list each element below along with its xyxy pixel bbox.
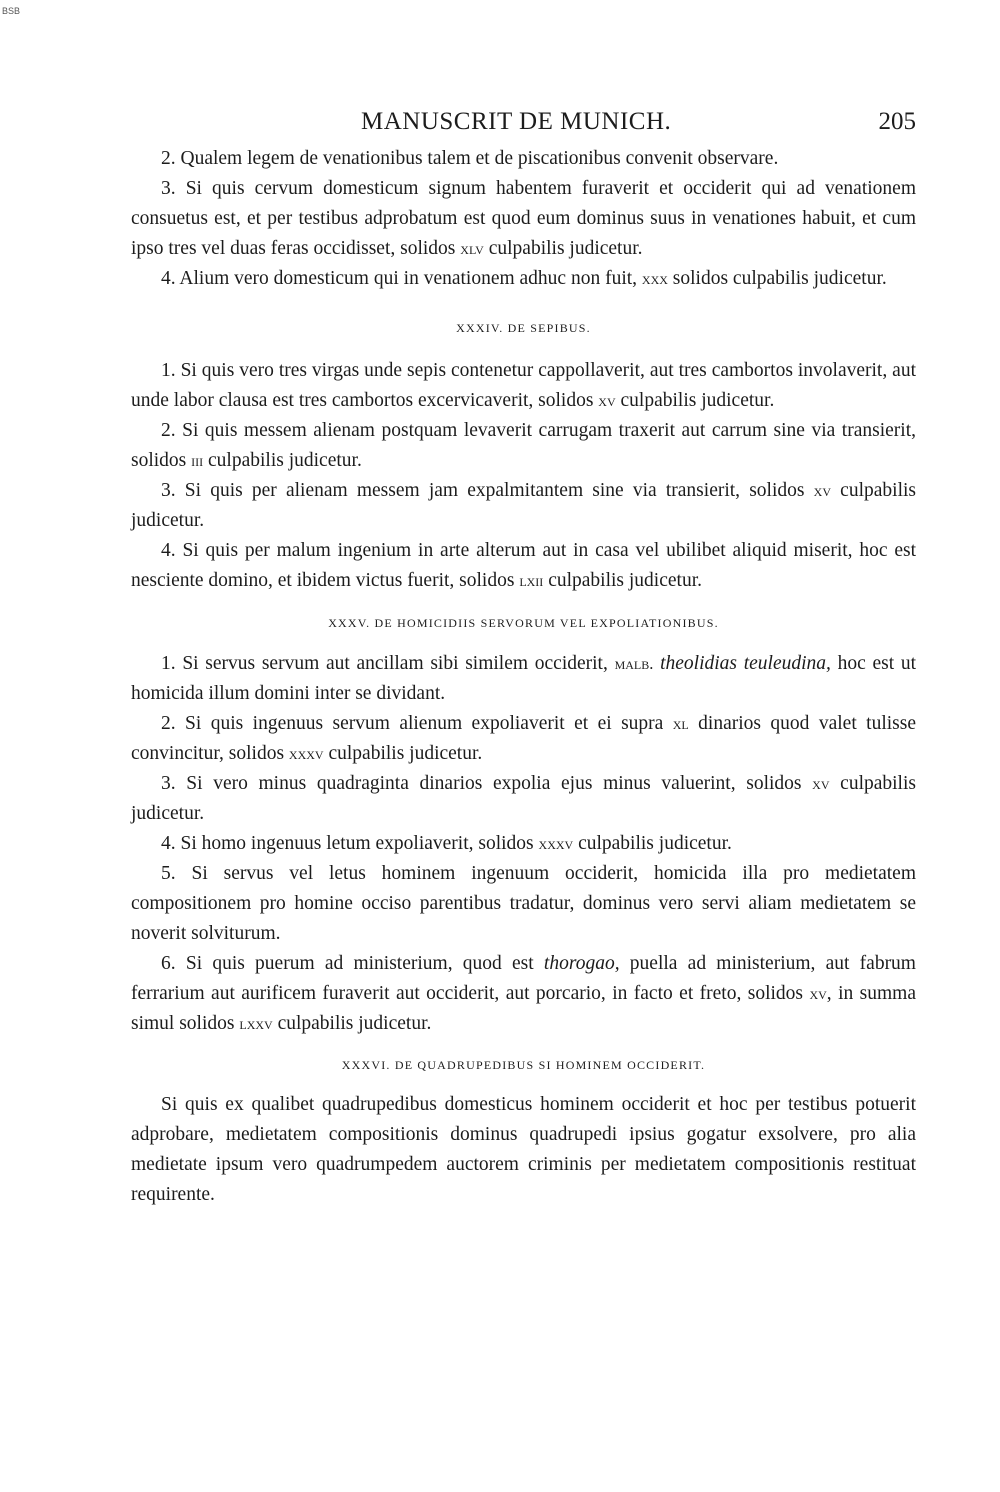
numeral: xxxv (288, 744, 324, 763)
section-heading-34: XXXIV. DE SEPIBUS. (456, 321, 591, 335)
paragraph-35-6 (131, 949, 916, 1039)
library-stamp: BSB (2, 6, 21, 16)
text: 6. Si quis puerum ad ministerium, quod est (161, 953, 544, 974)
section-heading-35: XXXV. DE HOMICIDIIS SERVORUM VEL EXPOLIATIONIBUS. (328, 616, 719, 630)
text: 4. Si quis per malum ingenium in arte alterum aut in casa vel ubilibet aliquid miserit, hoc est nesciente domino, et ibidem victus fuerit, solidos (131, 540, 916, 591)
text: 2. Si quis messem alienam postquam levaverit carrugam traxerit aut carrum sine via transierit, solidos (131, 420, 916, 471)
text: 2. Si quis ingenuus servum alienum expoliaverit et ei supra (161, 713, 673, 734)
numeral: xl (672, 714, 689, 733)
text: culpabilis judicetur. (543, 570, 702, 591)
text: culpabilis judicetur. (323, 743, 483, 764)
numeral: xv (598, 391, 616, 410)
text: solidos culpabilis judicetur. (667, 268, 887, 289)
numeral: lxii (519, 571, 544, 590)
page-number: 205 (878, 108, 916, 135)
text: 4. Si homo ingenuus letum expoliaverit, solidos (161, 833, 539, 854)
page-body (131, 108, 916, 1210)
numeral: xxxv (538, 834, 574, 853)
text: culpabilis judicetur. (573, 833, 732, 854)
numeral: iii (191, 451, 204, 470)
paragraph-34-2 (131, 416, 916, 476)
paragraph-34-3 (131, 476, 916, 536)
running-header (131, 108, 916, 144)
numeral: lxxv (239, 1014, 273, 1033)
text: hoc est ut homicida illum domini inter se dividant. (131, 653, 917, 704)
numeral: xv (813, 481, 831, 500)
text: 3. Si quis per alienam messem jam expalmitantem sine via transierit, solidos (161, 480, 814, 501)
italic-term: thorogao, (543, 953, 620, 974)
numeral: xv (812, 774, 830, 793)
section-heading-36: XXXVI. DE QUADRUPEDIBUS SI HOMINEM OCCIDERIT. (341, 1058, 706, 1072)
text: 3. Si vero minus quadraginta dinarios expolia ejus minus valuerint, solidos (161, 773, 813, 794)
paragraph-35-3 (131, 769, 916, 829)
text: 3. Si quis cervum domesticum signum habentem furaverit et occiderit qui ad venationem consuetus est, et per testibus adprobatum est quod eum dominus suus in venationes habuit, et cum ipso tres vel duas feras occidisset, solidos (131, 178, 916, 259)
text: 1. Si servus servum aut ancillam sibi similem occiderit, (161, 653, 615, 674)
text: , in summa simul solidos (131, 983, 916, 1034)
malberg-gloss: theolidias teuleudina, (660, 653, 831, 674)
paragraph-34-1 (131, 356, 916, 416)
text: culpabilis judicetur. (483, 238, 643, 259)
text: culpabilis judicetur. (272, 1013, 432, 1034)
paragraph-36-1: Si quis ex qualibet quadrupedibus domesticus hominem occiderit et hoc per testibus potuerit adprobare, medietatem compositionis dominus quadrupedi ipsius gogatur exsolvere, pro alia medietate ipsum vero quadrumpedem auctorem criminis per medietatem compositionis restituat requirente. (131, 1094, 916, 1205)
paragraph-34-4 (131, 536, 916, 596)
numeral: xxx (641, 269, 668, 288)
text: dinarios quod valet tulisse convincitur, solidos (131, 713, 916, 764)
paragraph-35-1 (131, 649, 916, 709)
text: culpabilis judicetur. (131, 773, 916, 824)
paragraph-35-2 (131, 709, 916, 769)
text: 4. Alium vero domesticum qui in venationem adhuc non fuit, (161, 268, 642, 289)
malberg-gloss-marker: malb. (614, 654, 654, 673)
paragraph-33-3 (131, 174, 916, 264)
paragraph-33-4 (131, 264, 916, 294)
text: 1. Si quis vero tres virgas unde sepis contenetur cappollaverit, aut tres cambortos involaverit, aut unde labor clausa est tres cambortos excervicaverit, solidos (131, 360, 916, 411)
text: culpabilis judicetur. (203, 450, 362, 471)
paragraph-33-2: 2. Qualem legem de venationibus talem et de piscationibus convenit observare. (161, 148, 779, 169)
paragraph-35-4 (131, 829, 916, 859)
text: puella ad ministerium, aut fabrum ferrarium aut aurificem furaverit aut occiderit, aut porcario, in facto et freto, solidos (131, 953, 916, 1004)
running-title: MANUSCRIT DE MUNICH. (361, 108, 672, 135)
numeral: xlv (460, 239, 484, 258)
text: culpabilis judicetur. (615, 390, 775, 411)
numeral: xv (809, 984, 827, 1003)
text: culpabilis judicetur. (131, 480, 916, 531)
paragraph-35-5: 5. Si servus vel letus hominem ingenuum occiderit, homicida illa pro medietatem compositionem pro homine occiso parentibus tradatur, dominus vero servi aliam medietatem se noverit solviturum. (131, 863, 916, 944)
